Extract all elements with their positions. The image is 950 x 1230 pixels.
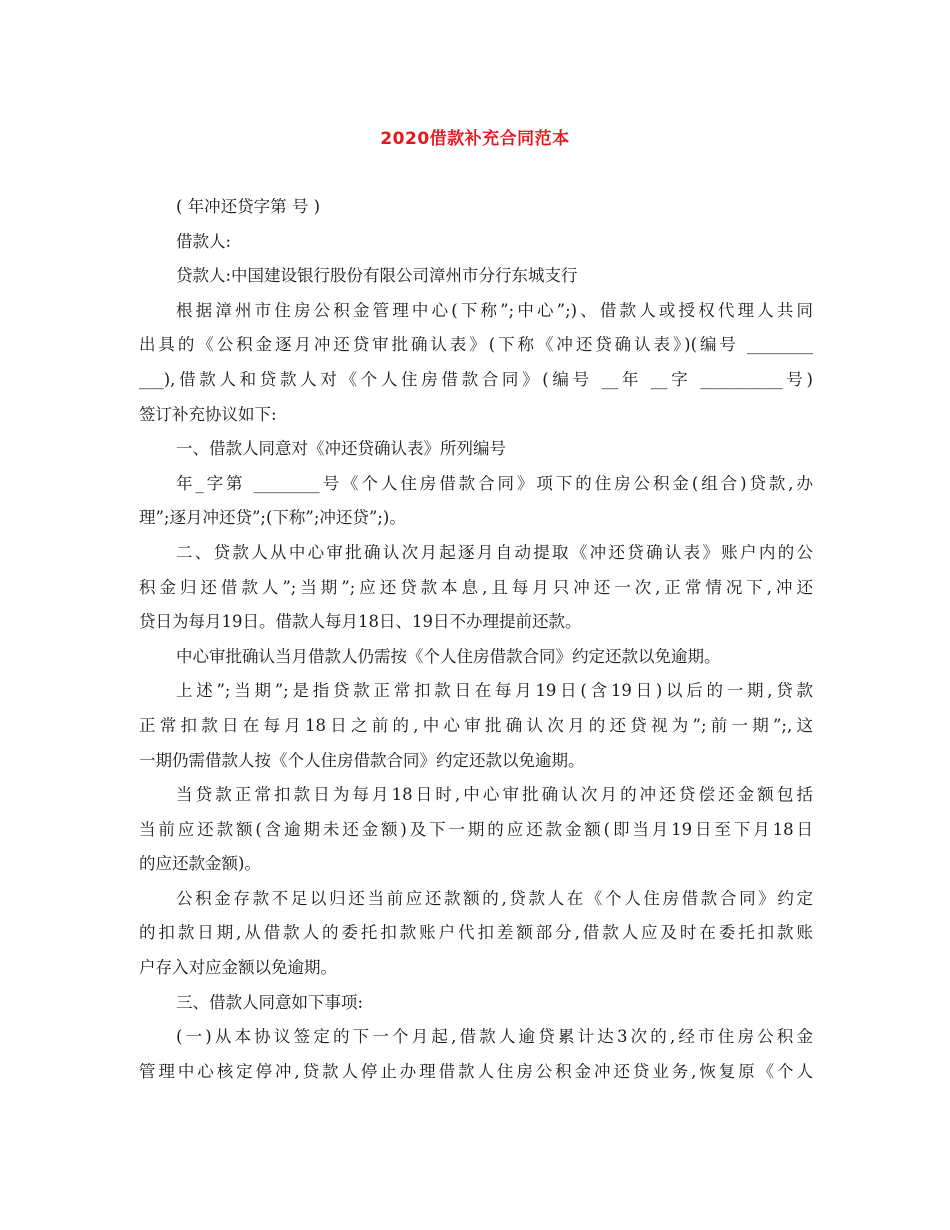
- paragraph-line: (一)从本协议签定的下一个月起,借款人逾贷累计达3次的,经市住房公积金: [176, 1027, 813, 1047]
- paragraph-line: 公积金存款不足以归还当前应还款额的,贷款人在《个人住房借款合同》约定: [176, 888, 813, 908]
- section-heading-1: 一、借款人同意对《冲还贷确认表》所列编号: [176, 439, 506, 459]
- paragraph-line: 的应还款金额)。: [139, 854, 261, 874]
- paragraph-line: ___),借款人和贷款人对《个人住房借款合同》(编号 __年 __字 __________号): [139, 369, 813, 389]
- paragraph-line: 一期仍需借款人按《个人住房借款合同》约定还款以免逾期。: [139, 750, 585, 770]
- section-heading-2: 二、贷款人从中心审批确认次月起逐月自动提取《冲还贷确认表》账户内的公: [176, 542, 813, 562]
- paragraph-line: 中心审批确认当月借款人仍需按《个人住房借款合同》约定还款以免逾期。: [176, 646, 721, 666]
- paragraph-line: 上述”;当期”;是指贷款正常扣款日在每月19日(含19日)以后的一期,贷款: [176, 681, 813, 701]
- section-heading-3: 三、借款人同意如下事项:: [176, 992, 364, 1012]
- paragraph-line: 理”;逐月冲还贷”;(下称”;冲还贷”;)。: [139, 508, 406, 528]
- paragraph-line: 签订补充协议如下:: [139, 404, 277, 424]
- paragraph-line: 出具的《公积金逐月冲还贷审批确认表》(下称《冲还贷确认表》)(编号 ________: [139, 335, 813, 355]
- paragraph-line: 的扣款日期,从借款人的委托扣款账户代扣差额部分,借款人应及时在委托扣款账: [139, 923, 813, 943]
- contract-number-line: ( 年冲还贷字第 号 ): [176, 197, 321, 216]
- paragraph-line: 当前应还款额(含逾期未还金额)及下一期的应还款金额(即当月19日至下月18日: [139, 819, 813, 839]
- borrower-line: 借款人:: [176, 231, 232, 251]
- document-title: 2020借款补充合同范本: [380, 129, 570, 149]
- paragraph-line: 贷日为每月19日。借款人每月18日、19日不办理提前还款。: [139, 612, 582, 632]
- paragraph-line: 积金归还借款人”;当期”;应还贷款本息,且每月只冲还一次,正常情况下,冲还: [139, 577, 813, 597]
- paragraph-line: 年_字第 ________号《个人住房借款合同》项下的住房公积金(组合)贷款,办: [176, 473, 813, 493]
- paragraph-line: 正常扣款日在每月18日之前的,中心审批确认次月的还贷视为”;前一期”;,这: [139, 715, 813, 735]
- paragraph-line: 管理中心核定停冲,贷款人停止办理借款人住房公积金冲还贷业务,恢复原《个人: [139, 1061, 813, 1081]
- document-body: [139, 190, 813, 1089]
- lender-line: 贷款人:中国建设银行股份有限公司漳州市分行东城支行: [176, 266, 578, 286]
- paragraph-line: 户存入对应金额以免逾期。: [139, 958, 337, 978]
- paragraph-line: 根据漳州市住房公积金管理中心(下称”;中心”;)、借款人或授权代理人共同: [176, 300, 813, 320]
- paragraph-line: 当贷款正常扣款日为每月18日时,中心审批确认次月的冲还贷偿还金额包括: [176, 785, 813, 805]
